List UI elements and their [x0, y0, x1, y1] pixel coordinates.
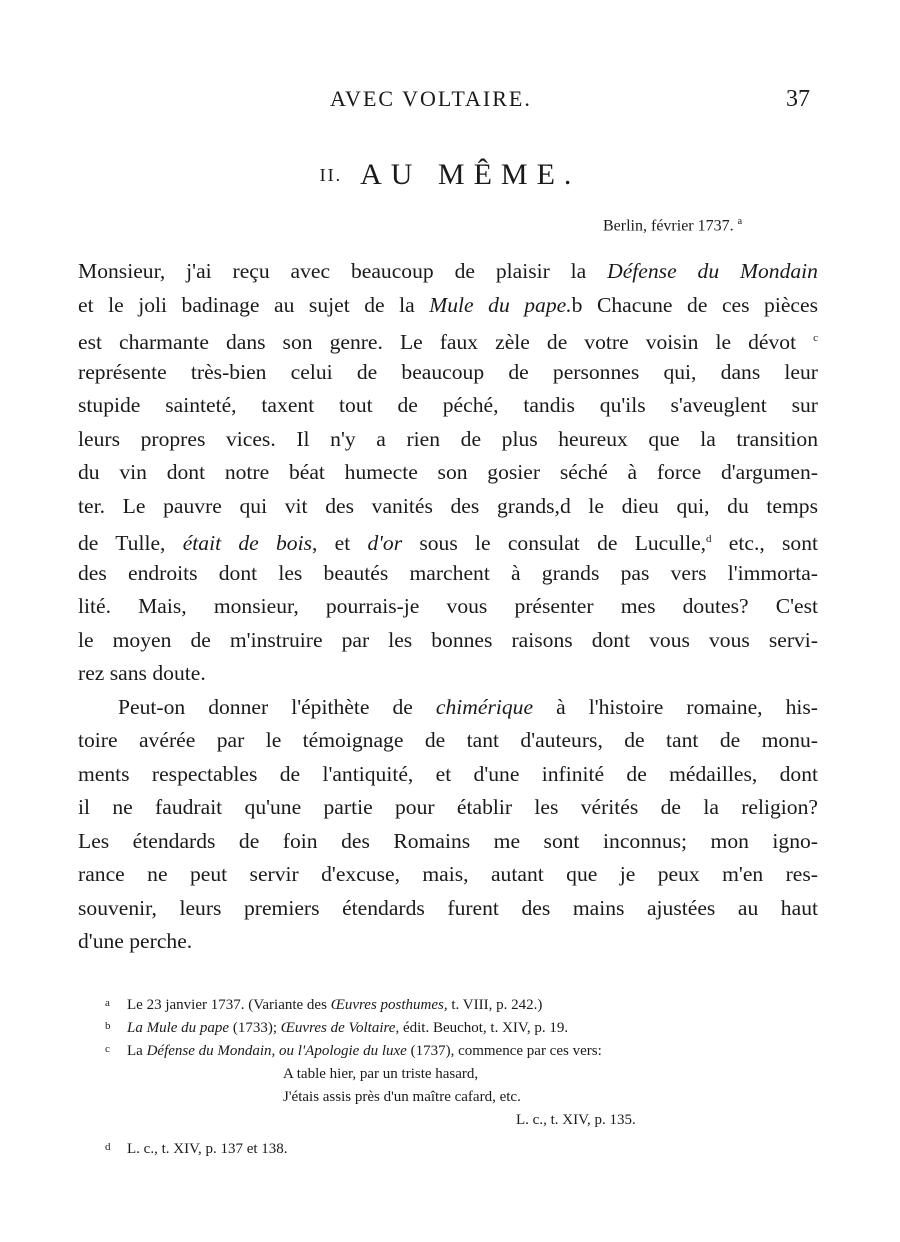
body-line: [78, 255, 818, 289]
body-line: stupide sainteté, taxent tout de péché, tandis qu'ils s'aveuglent sur: [78, 393, 818, 417]
italic-title: Défense du Mondain: [607, 259, 818, 283]
footnote-d: [105, 1138, 745, 1161]
body-line: leurs propres vices. Il n'y a rien de plus heureux que la transition: [78, 426, 818, 451]
body-line: [78, 490, 818, 524]
body-line: [78, 322, 818, 356]
footnote-ref-d: d: [706, 533, 712, 545]
footnote-mark: d: [105, 1141, 111, 1153]
text-run: (1733);: [229, 1020, 281, 1036]
footnote-mark: a: [105, 997, 110, 1009]
body-line: ments respectables de l'antiquité, et d'une infinité de médailles, dont: [78, 761, 818, 786]
text-run: , et: [311, 531, 368, 556]
body-line: Les étendards de foin des Romains me sont inconnus; mon igno-: [78, 828, 818, 853]
text-run: b Chacune de ces pièces: [571, 292, 818, 317]
body-line: toire avérée par le témoignage de tant d'auteurs, de tant de monu-: [78, 728, 818, 752]
body-line: du vin dont notre béat humecte son gosier séché à force d'argumen-: [78, 460, 818, 484]
running-title: AVEC VOLTAIRE.: [330, 86, 532, 111]
body-line: rance ne peut servir d'excuse, mais, autant que je peux m'en res-: [78, 862, 818, 886]
text-run: de Tulle,: [78, 531, 183, 556]
text-run: Le 23 janvier 1737. (Variante des: [127, 997, 331, 1013]
footnote-text: [127, 994, 542, 1017]
italic-title: Œuvres de Voltaire: [280, 1020, 396, 1036]
footnote-verse-ref: [105, 1109, 745, 1132]
text-run: , édit. Beuchot, t. XIV, p. 19.: [395, 1020, 569, 1036]
body-line: il ne faudrait qu'une partie pour établir les vérités de la religion?: [78, 795, 818, 819]
text-run: d le dieu qui, du temps: [559, 493, 818, 518]
dateline-text: Berlin, février 1737.: [603, 217, 734, 235]
verse-line: J'étais assis près d'un maître cafard, etc.: [283, 1089, 521, 1105]
text-run: et le joli badinage au sujet de la: [78, 292, 430, 317]
footnote-text: L. c., t. XIV, p. 137 et 138.: [127, 1141, 288, 1157]
dateline: [603, 216, 742, 235]
body-line: [78, 523, 818, 557]
text-run: Monsieur, j'ai reçu avec beaucoup de plaisir la: [78, 259, 608, 283]
text-run: etc., sont: [711, 531, 819, 556]
italic-phrase: était de bois: [182, 531, 312, 556]
text-run: (1737), commence par ces vers:: [406, 1043, 602, 1059]
text-run: , t. VIII, p. 242.): [443, 997, 543, 1013]
body-line: rez sans doute.: [78, 661, 206, 685]
italic-title: La Mule du pape: [127, 1020, 230, 1036]
verse-reference: L. c., t. XIV, p. 135.: [516, 1112, 636, 1128]
verse-line: A table hier, par un triste hasard,: [283, 1066, 479, 1082]
body-line: le moyen de m'instruire par les bonnes raisons dont vous vous servi-: [78, 627, 818, 652]
body-line: souvenir, leurs premiers étendards furent des mains ajustées au haut: [78, 895, 818, 920]
body-line: [78, 691, 818, 725]
body-line: d'une perche.: [78, 929, 193, 953]
italic-title: Œuvres posthumes: [330, 997, 444, 1013]
footnote-mark: c: [105, 1043, 110, 1055]
footnotes: [105, 994, 745, 1161]
text-run: ter. Le pauvre qui vit des vanités des grands,: [78, 493, 560, 518]
running-head: [0, 86, 900, 116]
body-line: [78, 289, 818, 323]
italic-word: chimérique: [435, 694, 534, 719]
letter-heading: [0, 158, 900, 192]
text-run: est charmante dans son genre. Le faux zèle de votre voisin le dévot: [78, 330, 814, 355]
footnote-ref-a: a: [737, 216, 743, 227]
page-number: 37: [786, 86, 810, 112]
body-line: représente très-bien celui de beaucoup de personnes qui, dans leur: [78, 359, 818, 384]
letter-body: [78, 255, 818, 959]
letter-number: II.: [319, 165, 343, 185]
body-line: des endroits dont les beautés marchent à grands pas vers l'immorta-: [78, 560, 818, 585]
footnote-verse: [105, 1063, 745, 1086]
footnote-c: [105, 1040, 745, 1063]
italic-title: Défense du Mondain, ou l'Apologie du luxe: [146, 1043, 407, 1059]
footnote-ref-c: c: [813, 332, 818, 344]
italic-title: Mule du pape.: [429, 292, 572, 317]
footnote-b: [105, 1017, 745, 1040]
footnote-mark: b: [105, 1020, 111, 1032]
letter-title: AU MÊME.: [360, 158, 581, 191]
text-run: sous le consulat de Luculle,: [402, 531, 707, 556]
body-line: lité. Mais, monsieur, pourrais-je vous présenter mes doutes? C'est: [78, 594, 818, 618]
footnote-a: [105, 994, 745, 1017]
text-run: Peut-on donner l'épithète de: [118, 694, 436, 719]
text-run: à l'histoire romaine, his-: [533, 694, 818, 719]
footnote-text: [127, 1040, 602, 1063]
footnote-text: [127, 1017, 568, 1040]
text-run: La: [127, 1043, 147, 1059]
footnote-verse: [105, 1086, 745, 1109]
italic-phrase: d'or: [367, 531, 403, 556]
